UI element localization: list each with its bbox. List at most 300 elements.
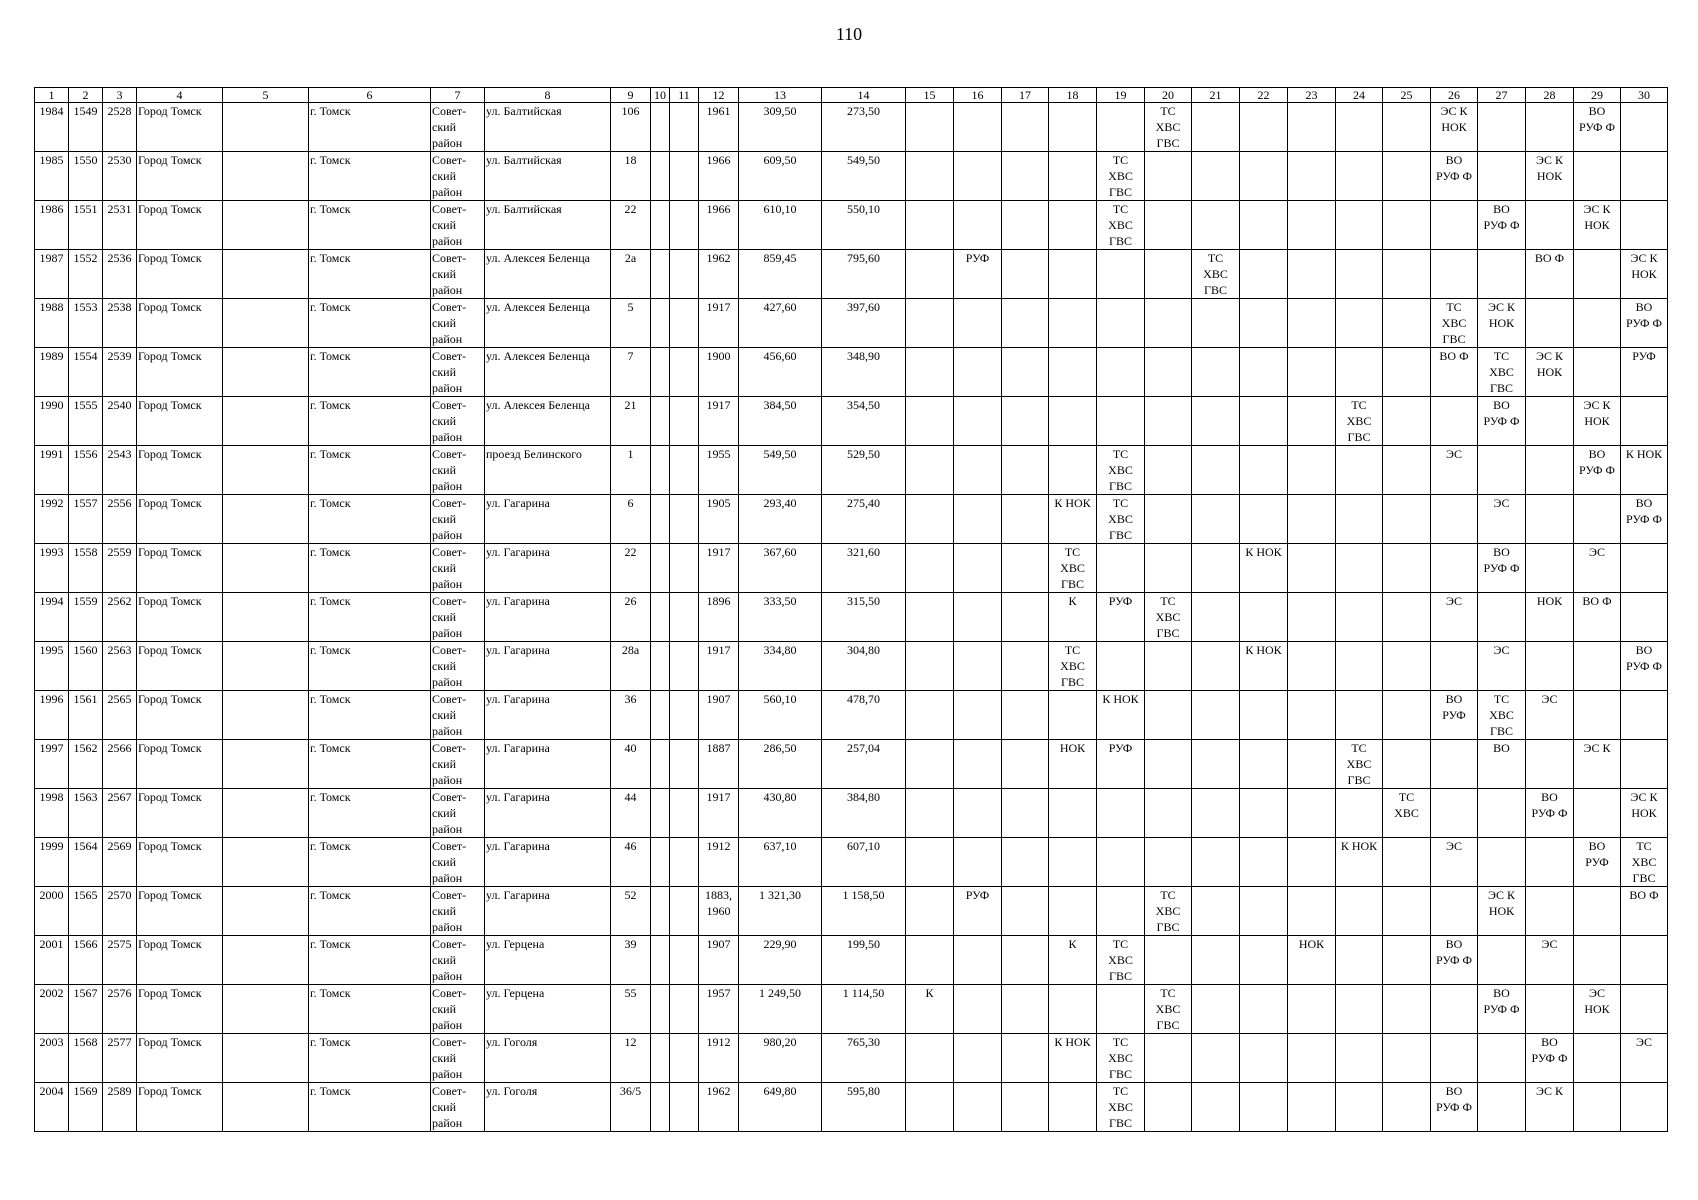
table-cell: 40: [611, 740, 651, 789]
table-cell: 1962: [699, 1083, 739, 1132]
table-cell: Совет- ский район: [431, 348, 485, 397]
table-cell: г. Томск: [309, 495, 431, 544]
table-cell: [1383, 887, 1431, 936]
table-cell: [1431, 789, 1478, 838]
table-cell: Город Томск: [137, 985, 223, 1034]
table-cell: 1912: [699, 1034, 739, 1083]
column-header: 3: [103, 88, 137, 103]
table-cell: 1917: [699, 642, 739, 691]
table-cell: г. Томск: [309, 348, 431, 397]
table-cell: [1049, 103, 1097, 152]
table-cell: [223, 299, 309, 348]
table-cell: 257,04: [822, 740, 906, 789]
table-cell: 1568: [69, 1034, 103, 1083]
table-cell: [906, 103, 954, 152]
table-cell: ВО Ф: [1621, 887, 1668, 936]
table-cell: ВО Ф: [1431, 348, 1478, 397]
table-cell: [906, 740, 954, 789]
table-cell: 1553: [69, 299, 103, 348]
table-cell: [1192, 887, 1240, 936]
table-cell: 1955: [699, 446, 739, 495]
table-cell: 1905: [699, 495, 739, 544]
table-cell: 1559: [69, 593, 103, 642]
table-cell: ТС ХВС ГВС: [1478, 691, 1526, 740]
table-cell: Город Томск: [137, 348, 223, 397]
table-cell: Город Томск: [137, 1083, 223, 1132]
table-cell: [1145, 642, 1192, 691]
table-cell: г. Томск: [309, 250, 431, 299]
table-cell: [1002, 250, 1049, 299]
table-cell: [670, 691, 699, 740]
table-cell: 1: [611, 446, 651, 495]
table-cell: 26: [611, 593, 651, 642]
table-cell: 1907: [699, 691, 739, 740]
table-cell: 549,50: [739, 446, 822, 495]
table-cell: [1383, 152, 1431, 201]
table-cell: [1478, 593, 1526, 642]
table-cell: 2576: [103, 985, 137, 1034]
table-cell: г. Томск: [309, 103, 431, 152]
table-cell: 1569: [69, 1083, 103, 1132]
table-cell: ВО РУФ Ф: [1574, 103, 1621, 152]
table-cell: ТС ХВС ГВС: [1097, 201, 1145, 250]
table-cell: [954, 936, 1002, 985]
table-cell: Город Томск: [137, 201, 223, 250]
table-cell: Город Томск: [137, 103, 223, 152]
table-cell: [1192, 103, 1240, 152]
table-cell: [670, 740, 699, 789]
table-cell: [1192, 544, 1240, 593]
table-cell: Совет- ский район: [431, 887, 485, 936]
table-cell: [1192, 152, 1240, 201]
table-cell: [1097, 103, 1145, 152]
table-cell: 550,10: [822, 201, 906, 250]
table-cell: [1002, 446, 1049, 495]
table-cell: ТС ХВС ГВС: [1621, 838, 1668, 887]
table-cell: ЭС К НОК: [1478, 299, 1526, 348]
table-cell: 2а: [611, 250, 651, 299]
table-cell: [670, 348, 699, 397]
table-cell: ЭС: [1431, 446, 1478, 495]
table-cell: [223, 544, 309, 593]
table-cell: [1383, 642, 1431, 691]
table-cell: 1900: [699, 348, 739, 397]
table-cell: 7: [611, 348, 651, 397]
table-cell: 1961: [699, 103, 739, 152]
table-cell: ЭС К: [1574, 740, 1621, 789]
table-row: [35, 789, 1668, 838]
table-cell: 384,80: [822, 789, 906, 838]
table-cell: 2559: [103, 544, 137, 593]
table-cell: [670, 642, 699, 691]
column-header: 1: [35, 88, 69, 103]
table-cell: [1145, 544, 1192, 593]
table-cell: 1552: [69, 250, 103, 299]
column-header: 27: [1478, 88, 1526, 103]
table-cell: 333,50: [739, 593, 822, 642]
table-cell: ТС ХВС ГВС: [1336, 740, 1383, 789]
table-cell: РУФ: [954, 887, 1002, 936]
table-cell: Совет- ский район: [431, 1083, 485, 1132]
table-cell: 286,50: [739, 740, 822, 789]
table-cell: [1574, 1083, 1621, 1132]
table-cell: ТС ХВС ГВС: [1145, 985, 1192, 1034]
table-cell: [1288, 593, 1336, 642]
table-cell: [651, 1083, 670, 1132]
table-cell: 1966: [699, 201, 739, 250]
table-cell: 2001: [35, 936, 69, 985]
table-cell: [1336, 1034, 1383, 1083]
table-cell: [1049, 691, 1097, 740]
table-cell: [223, 1034, 309, 1083]
table-cell: 1993: [35, 544, 69, 593]
table-cell: [651, 1034, 670, 1083]
table-cell: [1431, 544, 1478, 593]
table-cell: 52: [611, 887, 651, 936]
table-cell: [906, 691, 954, 740]
table-cell: 2565: [103, 691, 137, 740]
table-cell: 1883, 1960: [699, 887, 739, 936]
table-cell: 22: [611, 201, 651, 250]
table-cell: ВО РУФ Ф: [1478, 397, 1526, 446]
table-cell: [1240, 691, 1288, 740]
table-cell: 1551: [69, 201, 103, 250]
table-cell: г. Томск: [309, 887, 431, 936]
table-cell: [954, 691, 1002, 740]
table-cell: [1192, 495, 1240, 544]
table-cell: 44: [611, 789, 651, 838]
table-cell: Совет- ский район: [431, 397, 485, 446]
table-cell: [1049, 446, 1097, 495]
table-cell: ВО РУФ Ф: [1621, 642, 1668, 691]
table-cell: ул. Алексея Беленца: [485, 299, 611, 348]
table-row: [35, 740, 1668, 789]
table-cell: 560,10: [739, 691, 822, 740]
table-cell: 36/5: [611, 1083, 651, 1132]
table-cell: ул. Алексея Беленца: [485, 250, 611, 299]
table-cell: ул. Гагарина: [485, 495, 611, 544]
table-cell: [1145, 348, 1192, 397]
table-row: [35, 446, 1668, 495]
table-cell: 1550: [69, 152, 103, 201]
table-cell: [906, 201, 954, 250]
table-cell: НОК: [1288, 936, 1336, 985]
table-cell: 1556: [69, 446, 103, 495]
table-cell: [1049, 789, 1097, 838]
table-cell: [954, 495, 1002, 544]
table-cell: 1562: [69, 740, 103, 789]
column-header: 18: [1049, 88, 1097, 103]
table-cell: [1526, 642, 1574, 691]
table-cell: [1574, 936, 1621, 985]
table-cell: [1288, 103, 1336, 152]
table-cell: 1962: [699, 250, 739, 299]
table-cell: [1097, 348, 1145, 397]
table-cell: 1995: [35, 642, 69, 691]
table-cell: 607,10: [822, 838, 906, 887]
table-cell: 2543: [103, 446, 137, 495]
table-cell: Город Томск: [137, 887, 223, 936]
column-header: 25: [1383, 88, 1431, 103]
table-cell: ЭС К НОК: [1526, 152, 1574, 201]
table-cell: [223, 446, 309, 495]
table-cell: [954, 348, 1002, 397]
table-cell: [670, 838, 699, 887]
table-cell: Город Томск: [137, 495, 223, 544]
table-cell: [1478, 1083, 1526, 1132]
table-cell: [954, 201, 1002, 250]
table-cell: [1478, 838, 1526, 887]
table-cell: г. Томск: [309, 201, 431, 250]
table-cell: [1002, 985, 1049, 1034]
table-cell: [1383, 250, 1431, 299]
table-cell: [906, 495, 954, 544]
table-cell: [670, 985, 699, 1034]
table-cell: [1002, 691, 1049, 740]
table-cell: [1097, 397, 1145, 446]
table-cell: 384,50: [739, 397, 822, 446]
table-cell: 1554: [69, 348, 103, 397]
table-cell: [651, 495, 670, 544]
table-cell: Город Томск: [137, 152, 223, 201]
table-cell: [1240, 348, 1288, 397]
table-cell: [1049, 152, 1097, 201]
table-cell: [223, 838, 309, 887]
table-cell: [1621, 691, 1668, 740]
table-cell: [1192, 1083, 1240, 1132]
table-row: [35, 250, 1668, 299]
table-cell: 2570: [103, 887, 137, 936]
table-cell: [1288, 495, 1336, 544]
table-cell: ул. Гагарина: [485, 642, 611, 691]
table-cell: ул. Гагарина: [485, 691, 611, 740]
table-cell: [906, 1034, 954, 1083]
table-cell: [1478, 103, 1526, 152]
table-cell: К: [906, 985, 954, 1034]
table-cell: РУФ: [1097, 740, 1145, 789]
table-cell: ТС ХВС ГВС: [1192, 250, 1240, 299]
table-cell: 12: [611, 1034, 651, 1083]
table-cell: 28а: [611, 642, 651, 691]
table-cell: 1917: [699, 397, 739, 446]
table-cell: [1240, 495, 1288, 544]
table-cell: 2540: [103, 397, 137, 446]
table-cell: ТС ХВС ГВС: [1097, 1034, 1145, 1083]
table-cell: 199,50: [822, 936, 906, 985]
table-row: [35, 1083, 1668, 1132]
table-cell: [1621, 740, 1668, 789]
table-cell: ул. Балтийская: [485, 152, 611, 201]
table-cell: ТС ХВС ГВС: [1336, 397, 1383, 446]
table-cell: Совет- ский район: [431, 250, 485, 299]
table-cell: [1336, 789, 1383, 838]
table-cell: Совет- ский район: [431, 103, 485, 152]
table-cell: [954, 1034, 1002, 1083]
table-cell: 795,60: [822, 250, 906, 299]
table-cell: [1478, 152, 1526, 201]
table-cell: [1621, 593, 1668, 642]
table-cell: [1383, 593, 1431, 642]
table-cell: г. Томск: [309, 838, 431, 887]
table-cell: [670, 446, 699, 495]
table-cell: [1336, 544, 1383, 593]
table-cell: 354,50: [822, 397, 906, 446]
register-table: [34, 87, 1668, 1132]
table-cell: [1240, 152, 1288, 201]
column-header: 2: [69, 88, 103, 103]
table-row: [35, 152, 1668, 201]
table-row: [35, 936, 1668, 985]
table-cell: [906, 348, 954, 397]
table-cell: [1192, 1034, 1240, 1083]
table-cell: [1002, 103, 1049, 152]
table-cell: 1966: [699, 152, 739, 201]
table-cell: [1431, 1034, 1478, 1083]
table-cell: [1240, 789, 1288, 838]
table-cell: [1336, 348, 1383, 397]
table-cell: г. Томск: [309, 936, 431, 985]
table-cell: 430,80: [739, 789, 822, 838]
table-cell: 1565: [69, 887, 103, 936]
table-cell: [1621, 936, 1668, 985]
table-cell: ТС ХВС ГВС: [1145, 103, 1192, 152]
table-cell: [906, 642, 954, 691]
table-cell: [906, 544, 954, 593]
table-cell: 1555: [69, 397, 103, 446]
table-cell: [670, 495, 699, 544]
table-cell: [1288, 1034, 1336, 1083]
column-header: 6: [309, 88, 431, 103]
table-cell: [1049, 1083, 1097, 1132]
table-cell: ВО РУФ Ф: [1526, 789, 1574, 838]
table-cell: г. Томск: [309, 789, 431, 838]
table-cell: К НОК: [1240, 642, 1288, 691]
table-cell: г. Томск: [309, 1083, 431, 1132]
table-cell: [954, 985, 1002, 1034]
table-cell: [1288, 1083, 1336, 1132]
table-cell: [651, 691, 670, 740]
table-cell: 334,80: [739, 642, 822, 691]
table-cell: [1574, 887, 1621, 936]
table-cell: 2528: [103, 103, 137, 152]
table-cell: [1574, 250, 1621, 299]
table-cell: ул. Герцена: [485, 936, 611, 985]
table-cell: Совет- ский район: [431, 446, 485, 495]
table-cell: [1097, 985, 1145, 1034]
table-cell: [1145, 1034, 1192, 1083]
table-cell: ВО РУФ: [1574, 838, 1621, 887]
table-cell: 765,30: [822, 1034, 906, 1083]
table-cell: ул. Гагарина: [485, 740, 611, 789]
table-cell: [1049, 887, 1097, 936]
table-cell: [1002, 740, 1049, 789]
table-cell: РУФ: [954, 250, 1002, 299]
table-cell: 549,50: [822, 152, 906, 201]
table-cell: [223, 593, 309, 642]
table-cell: [1336, 593, 1383, 642]
table-cell: [1336, 1083, 1383, 1132]
table-row: [35, 887, 1668, 936]
table-cell: [1240, 1083, 1288, 1132]
table-cell: [1336, 201, 1383, 250]
table-cell: [1097, 887, 1145, 936]
table-cell: [1383, 936, 1431, 985]
table-cell: ВО Ф: [1574, 593, 1621, 642]
table-cell: проезд Белинского: [485, 446, 611, 495]
table-cell: 1986: [35, 201, 69, 250]
table-cell: [1288, 544, 1336, 593]
table-cell: 1997: [35, 740, 69, 789]
table-cell: ЭС: [1431, 838, 1478, 887]
table-cell: ЭС: [1431, 593, 1478, 642]
table-cell: 2530: [103, 152, 137, 201]
table-cell: 1560: [69, 642, 103, 691]
table-cell: 18: [611, 152, 651, 201]
table-cell: 397,60: [822, 299, 906, 348]
table-cell: ЭС: [1526, 936, 1574, 985]
table-cell: 649,80: [739, 1083, 822, 1132]
column-header: 8: [485, 88, 611, 103]
table-cell: Город Томск: [137, 446, 223, 495]
column-header: 24: [1336, 88, 1383, 103]
table-cell: ул. Гагарина: [485, 789, 611, 838]
table-cell: [1383, 103, 1431, 152]
table-cell: [1288, 789, 1336, 838]
table-cell: Город Томск: [137, 789, 223, 838]
table-cell: [1240, 593, 1288, 642]
table-cell: [1574, 152, 1621, 201]
table-cell: [906, 838, 954, 887]
table-cell: [223, 348, 309, 397]
table-cell: [1240, 103, 1288, 152]
table-cell: Город Томск: [137, 1034, 223, 1083]
table-cell: 1561: [69, 691, 103, 740]
table-cell: [1002, 152, 1049, 201]
table-cell: [1478, 446, 1526, 495]
table-cell: [1002, 838, 1049, 887]
table-cell: [223, 740, 309, 789]
table-cell: ЭС К НОК: [1431, 103, 1478, 152]
table-cell: ВО РУФ: [1431, 691, 1478, 740]
table-cell: К НОК: [1621, 446, 1668, 495]
table-cell: ТС ХВС ГВС: [1049, 642, 1097, 691]
table-cell: 859,45: [739, 250, 822, 299]
table-cell: [1145, 691, 1192, 740]
table-cell: [1240, 201, 1288, 250]
table-cell: [1192, 201, 1240, 250]
table-cell: 1896: [699, 593, 739, 642]
table-cell: [1431, 642, 1478, 691]
table-cell: [1145, 838, 1192, 887]
table-cell: ул. Гоголя: [485, 1083, 611, 1132]
table-cell: [1383, 1034, 1431, 1083]
table-cell: 1992: [35, 495, 69, 544]
table-cell: ВО РУФ Ф: [1621, 299, 1668, 348]
table-cell: К НОК: [1049, 1034, 1097, 1083]
table-cell: Совет- ский район: [431, 1034, 485, 1083]
table-cell: [1336, 642, 1383, 691]
table-cell: [1383, 495, 1431, 544]
table-cell: [1002, 642, 1049, 691]
table-cell: [1431, 495, 1478, 544]
table-cell: [223, 887, 309, 936]
table-cell: [1145, 495, 1192, 544]
table-cell: ул. Алексея Беленца: [485, 348, 611, 397]
table-cell: [1240, 397, 1288, 446]
table-cell: [1145, 1083, 1192, 1132]
table-cell: ул. Гагарина: [485, 544, 611, 593]
table-cell: 1 321,30: [739, 887, 822, 936]
